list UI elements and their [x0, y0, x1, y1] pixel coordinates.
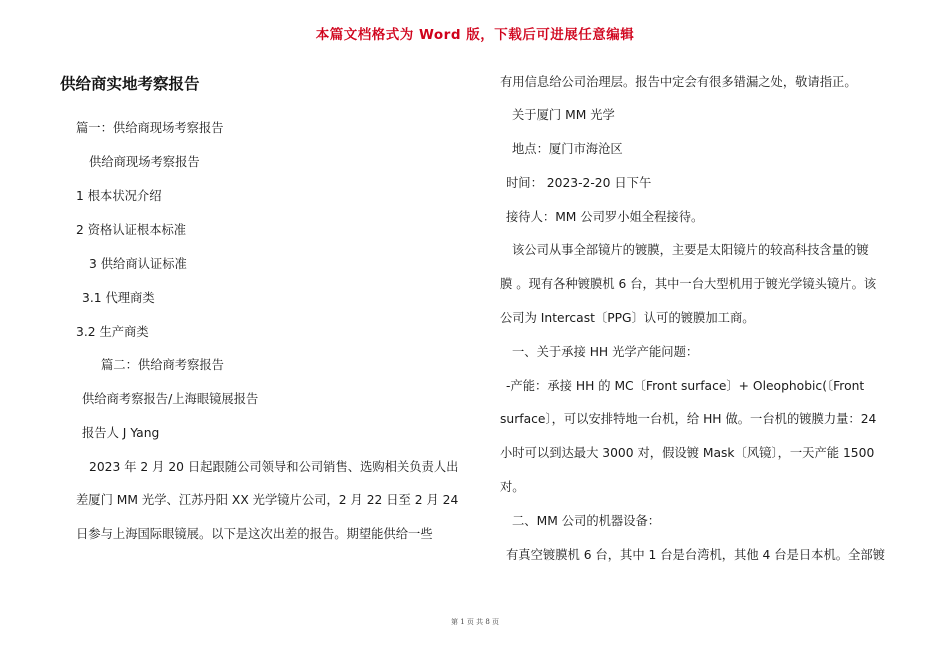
paragraph-line: 日参与上海国际眼镜展。以下是这次出差的报告。期望能供给一些: [76, 527, 433, 541]
paragraph-line: 供给商考察报告/上海眼镜展报告: [82, 392, 259, 406]
paragraph-line: 对。: [500, 480, 525, 494]
paragraph-line: 有真空镀膜机 6 台，其中 1 台是台湾机，其他 4 台是日本机。全部镀: [506, 548, 885, 562]
paragraph-line: 篇一：供给商现场考察报告: [76, 121, 224, 135]
paragraph-line: 2 资格认证根本标准: [76, 223, 187, 237]
paragraph-line: 2023 年 2 月 20 日起跟随公司领导和公司销售、选购相关负责人出: [89, 460, 459, 474]
paragraph-line: 3.2 生产商类: [76, 325, 149, 339]
paragraph-line: 接待人：MM 公司罗小姐全程接待。: [506, 210, 704, 224]
paragraph-line: -产能：承接 HH 的 MC〔Front surface〕+ Oleophobic(〔Front: [506, 379, 865, 393]
page-number-footer: 第 1 页 共 8 页: [450, 618, 500, 626]
paragraph-line: 地点：厦门市海沧区: [512, 142, 623, 156]
paragraph-line: 小时可以到达最大 3000 对，假设镀 Mask〔风镜〕，一天产能 1500: [500, 446, 875, 460]
paragraph-line: 膜 。现有各种镀膜机 6 台，其中一台大型机用于镀光学镜头镜片。该: [500, 277, 877, 291]
paragraph-line: 报告人 J Yang: [82, 426, 160, 440]
paragraph-line: 公司为 Intercast〔PPG〕认可的镀膜加工商。: [500, 311, 755, 325]
paragraph-line: 关于厦门 MM 光学: [512, 108, 615, 122]
paragraph-line: 3.1 代理商类: [82, 291, 155, 305]
document-title: 供给商实地考察报告: [60, 75, 200, 93]
paragraph-line: 二、MM 公司的机器设备：: [512, 514, 661, 528]
paragraph-line: 有用信息给公司治理层。报告中定会有很多错漏之处，敬请指正。: [500, 75, 857, 89]
paragraph-line: 篇二：供给商考察报告: [101, 358, 224, 372]
paragraph-line: 该公司从事全部镜片的镀膜，主要是太阳镜片的较高科技含量的镀: [512, 243, 869, 257]
paragraph-line: 供给商现场考察报告: [89, 155, 200, 169]
paragraph-line: 差厦门 MM 光学、江苏丹阳 XX 光学镜片公司，2 月 22 日至 2 月 24: [76, 493, 459, 507]
paragraph-line: surface〕，可以安排特地一台机，给 HH 做。一台机的镀膜力量：24: [500, 412, 877, 426]
paragraph-line: 一、关于承接 HH 光学产能问题：: [512, 345, 699, 359]
paragraph-line: 1 根本状况介绍: [76, 189, 162, 203]
paragraph-line: 时间： 2023-2-20 日下午: [506, 176, 652, 190]
edit-notice-banner: 本篇文档格式为 Word 版，下载后可进展任意编辑: [315, 27, 635, 43]
paragraph-line: 3 供给商认证标准: [89, 257, 187, 271]
